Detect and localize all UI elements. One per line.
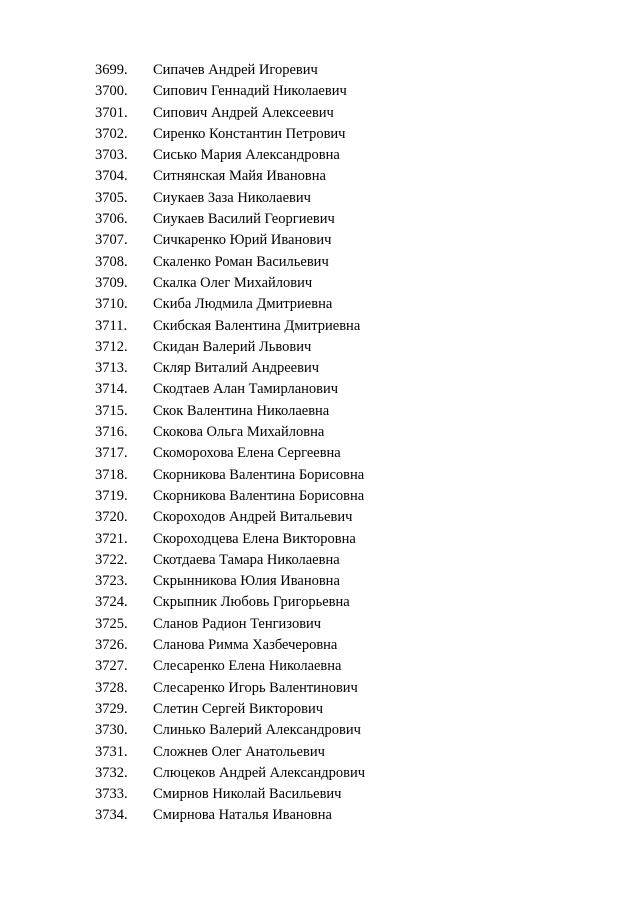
entry-number: 3732.: [95, 764, 128, 781]
entry-name: Скороходов Андрей Витальевич: [153, 509, 353, 526]
list-item: [95, 294, 595, 315]
list-item: [95, 720, 595, 741]
entry-name: Скаленко Роман Васильевич: [153, 253, 329, 270]
entry-name: Скодтаев Алан Тамирланович: [153, 381, 339, 398]
list-item: [95, 763, 595, 784]
list-item: [95, 635, 595, 656]
entry-name: Скибская Валентина Дмитриевна: [153, 317, 361, 334]
entry-name: Сичкаренко Юрий Иванович: [153, 232, 332, 249]
entry-number: 3726.: [95, 637, 128, 654]
list-item: [95, 103, 595, 124]
entry-number: 3711.: [95, 317, 128, 334]
name-list: [95, 60, 595, 827]
list-item: [95, 358, 595, 379]
entry-number: 3729.: [95, 700, 128, 717]
entry-name: Скок Валентина Николаевна: [153, 402, 330, 419]
entry-number: 3719.: [95, 487, 128, 504]
list-item: [95, 443, 595, 464]
entry-number: 3701.: [95, 104, 128, 121]
entry-number: 3709.: [95, 274, 128, 291]
entry-number: 3718.: [95, 466, 128, 483]
entry-name: Ситнянская Майя Ивановна: [153, 168, 326, 185]
entry-number: 3727.: [95, 658, 128, 675]
entry-name: Сипачев Андрей Игоревич: [153, 62, 318, 78]
entry-name: Скорникова Валентина Борисовна: [153, 466, 365, 483]
entry-number: 3717.: [95, 445, 128, 462]
list-item: [95, 81, 595, 102]
list-item: [95, 550, 595, 571]
entry-name: Скороходцева Елена Викторовна: [153, 530, 356, 547]
entry-name: Слинько Валерий Александрович: [153, 722, 361, 739]
entry-name: Сипович Андрей Алексеевич: [153, 104, 334, 121]
list-item: [95, 145, 595, 166]
entry-number: 3714.: [95, 381, 128, 398]
entry-name: Сиренко Константин Петрович: [153, 125, 346, 142]
entry-number: 3710.: [95, 296, 128, 313]
list-item: [95, 337, 595, 358]
entry-name: Скалка Олег Михайлович: [153, 274, 313, 291]
list-item: [95, 742, 595, 763]
list-item: [95, 614, 595, 635]
list-item: [95, 252, 595, 273]
list-item: [95, 422, 595, 443]
list-item: [95, 124, 595, 145]
entry-name: Скотдаева Тамара Николаевна: [153, 551, 340, 568]
entry-number: 3702.: [95, 125, 128, 142]
entry-number: 3715.: [95, 402, 128, 419]
entry-name: Скокова Ольга Михайловна: [153, 424, 325, 441]
entry-name: Скиба Людмила Дмитриевна: [153, 296, 333, 313]
list-item: [95, 401, 595, 422]
entry-number: 3721.: [95, 530, 128, 547]
entry-number: 3728.: [95, 679, 128, 696]
list-item: [95, 316, 595, 337]
list-item: [95, 529, 595, 550]
list-item: [95, 60, 595, 81]
entry-name: Сланов Радион Тенгизович: [153, 615, 322, 632]
entry-number: 3720.: [95, 509, 128, 526]
entry-number: 3733.: [95, 786, 128, 803]
entry-name: Скрыпник Любовь Григорьевна: [153, 594, 350, 611]
list-item: [95, 805, 595, 826]
list-item: [95, 784, 595, 805]
list-item: [95, 188, 595, 209]
entry-number: 3724.: [95, 594, 128, 611]
list-item: [95, 507, 595, 528]
entry-number: 3734.: [95, 807, 128, 824]
entry-number: 3703.: [95, 147, 128, 164]
entry-number: 3725.: [95, 615, 128, 632]
entry-number: 3705.: [95, 189, 128, 206]
entry-number: 3723.: [95, 573, 128, 590]
entry-name: Слесаренко Елена Николаевна: [153, 658, 342, 675]
entry-number: 3700.: [95, 83, 128, 100]
list-item: [95, 273, 595, 294]
entry-number: 3722.: [95, 551, 128, 568]
entry-number: 3713.: [95, 360, 128, 377]
entry-number: 3704.: [95, 168, 128, 185]
list-item: [95, 656, 595, 677]
entry-name: Сиукаев Заза Николаевич: [153, 189, 311, 206]
entry-name: Слесаренко Игорь Валентинович: [153, 679, 358, 696]
entry-name: Смирнов Николай Васильевич: [153, 786, 342, 803]
entry-number: 3712.: [95, 338, 128, 355]
list-item: [95, 571, 595, 592]
entry-number: 3708.: [95, 253, 128, 270]
entry-name: Скорникова Валентина Борисовна: [153, 487, 365, 504]
entry-number: 3699.: [95, 62, 128, 78]
entry-name: Скидан Валерий Львович: [153, 338, 312, 355]
list-item: [95, 209, 595, 230]
list-item: [95, 379, 595, 400]
entry-name: Сипович Геннадий Николаевич: [153, 83, 347, 100]
list-item: [95, 486, 595, 507]
entry-name: Сланова Римма Хазбечеровна: [153, 637, 338, 654]
entry-number: 3731.: [95, 743, 128, 760]
entry-name: Слетин Сергей Викторович: [153, 700, 324, 717]
entry-name: Скрынникова Юлия Ивановна: [153, 573, 340, 590]
entry-name: Слюцеков Андрей Александрович: [153, 764, 366, 781]
entry-name: Смирнова Наталья Ивановна: [153, 807, 332, 824]
list-item: [95, 699, 595, 720]
entry-name: Сисько Мария Александровна: [153, 147, 340, 164]
entry-number: 3707.: [95, 232, 128, 249]
entry-number: 3730.: [95, 722, 128, 739]
list-item: [95, 592, 595, 613]
entry-name: Скоморохова Елена Сергеевна: [153, 445, 341, 462]
list-item: [95, 230, 595, 251]
entry-number: 3706.: [95, 211, 128, 228]
list-item: [95, 678, 595, 699]
entry-number: 3716.: [95, 424, 128, 441]
entry-name: Сложнев Олег Анатольевич: [153, 743, 325, 760]
list-item: [95, 166, 595, 187]
entry-name: Скляр Виталий Андреевич: [153, 360, 320, 377]
list-item: [95, 465, 595, 486]
entry-name: Сиукаев Василий Георгиевич: [153, 211, 335, 228]
